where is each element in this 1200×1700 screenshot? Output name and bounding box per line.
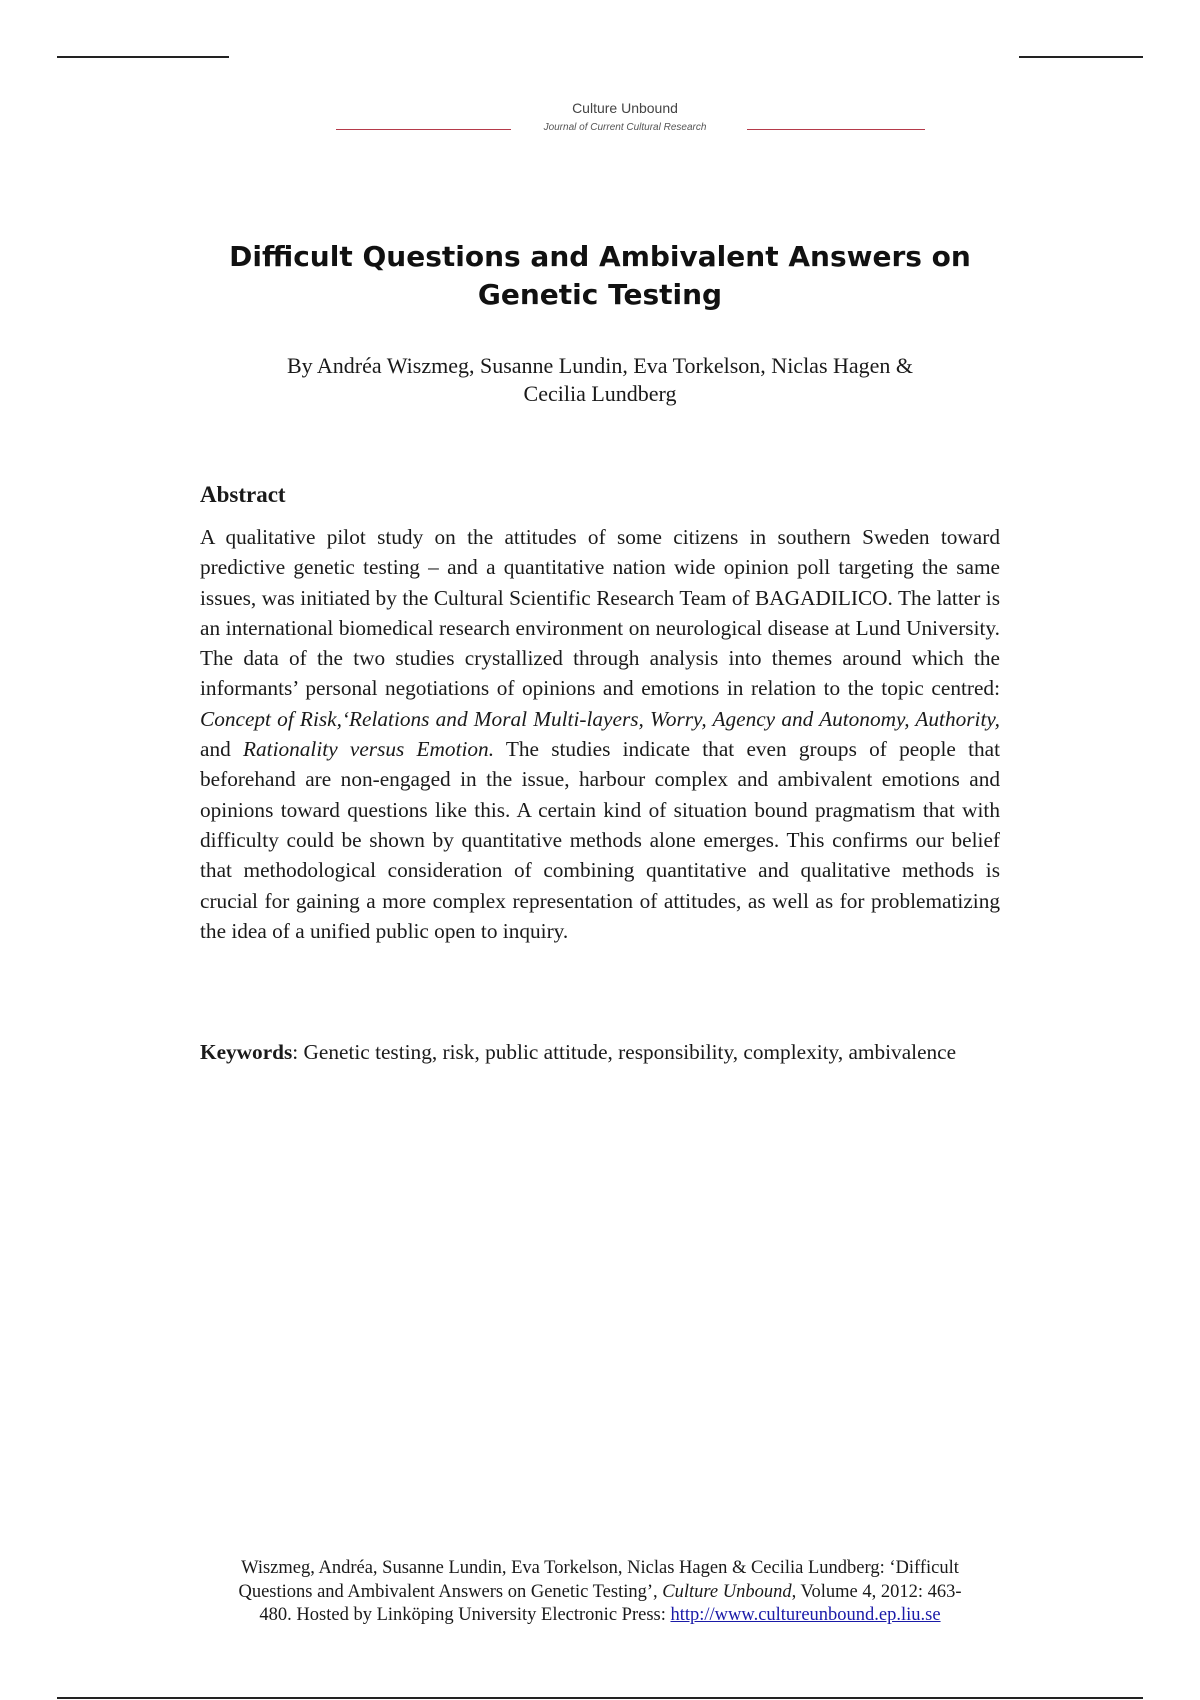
crop-mark-bottom [57, 1697, 1143, 1699]
crop-mark-top-left [57, 56, 229, 58]
citation-line-2a: Questions and Ambivalent Answers on Genetic Testing’, [238, 1581, 663, 1602]
keywords-text: : Genetic testing, risk, public attitude, responsibility, complexity, ambivalence [292, 1040, 957, 1064]
citation-journal: Culture Unbound [662, 1581, 792, 1602]
title-line-2: Genetic Testing [477, 278, 723, 311]
abstract-text-1: A qualitative pilot study on the attitudes of some citizens in southern Sweden toward predictive genetic testing – and a quantitative nation wide opinion poll targeting the same issues, was initiated by the Cultural Scientific Research Team of BAGADILICO. The latter is an international biomedical research environment on neurological disease at Lund University. The data of the two studies crystallized through analysis into themes around which the informants’ personal negotiations of opinions and emotions in relation to the topic centred: [200, 525, 1000, 701]
abstract-heading: Abstract [200, 482, 286, 507]
keywords-label: Keywords [200, 1040, 293, 1064]
article-authors [200, 352, 1000, 408]
article-title [200, 238, 1000, 314]
authors-line-1: By Andréa Wiszmeg, Susanne Lundin, Eva Torkelson, Niclas Hagen & [286, 353, 914, 378]
abstract-text-2: and [200, 737, 243, 762]
abstract-themes-1: Concept of Risk,‘Relations and Moral Multi-layers, Worry, Agency and Autonomy, Authority, [200, 706, 1000, 731]
citation-line-2b: , Volume 4, 2012: 463- [791, 1581, 962, 1602]
abstract-body [200, 522, 1000, 946]
citation-url-link[interactable]: http://www.cultureunbound.ep.liu.se [670, 1605, 941, 1625]
journal-subtitle: Journal of Current Cultural Research [543, 122, 707, 133]
journal-masthead [0, 100, 1200, 140]
abstract-themes-2: Rationality versus Emotion. [243, 737, 495, 762]
title-line-1: Difficult Questions and Ambivalent Answers on [229, 240, 971, 273]
crop-mark-top-right [1019, 56, 1143, 58]
authors-line-2: Cecilia Lundberg [523, 381, 677, 406]
keywords [200, 1037, 1000, 1067]
citation-line-1: Wiszmeg, Andréa, Susanne Lundin, Eva Torkelson, Niclas Hagen & Cecilia Lundberg: ‘Difficult [241, 1558, 959, 1578]
citation-line-3a: 480. Hosted by Linköping University Electronic Press: [259, 1605, 671, 1625]
citation-footer [190, 1557, 1010, 1628]
abstract-text-3: The studies indicate that even groups of people that beforehand are non-engaged in the issue, harbour complex and ambivalent emotions and opinions toward questions like this. A certain kind of situation bound pragmatism that with difficulty could be shown by quantitative methods alone emerges. This confirms our belief that methodological consideration of combining quantitative and qualitative methods is crucial for gaining a more complex representation of attitudes, as well as for problematizing the idea of a unified public open to inquiry. [200, 737, 1001, 943]
journal-name: Culture Unbound [572, 100, 678, 116]
